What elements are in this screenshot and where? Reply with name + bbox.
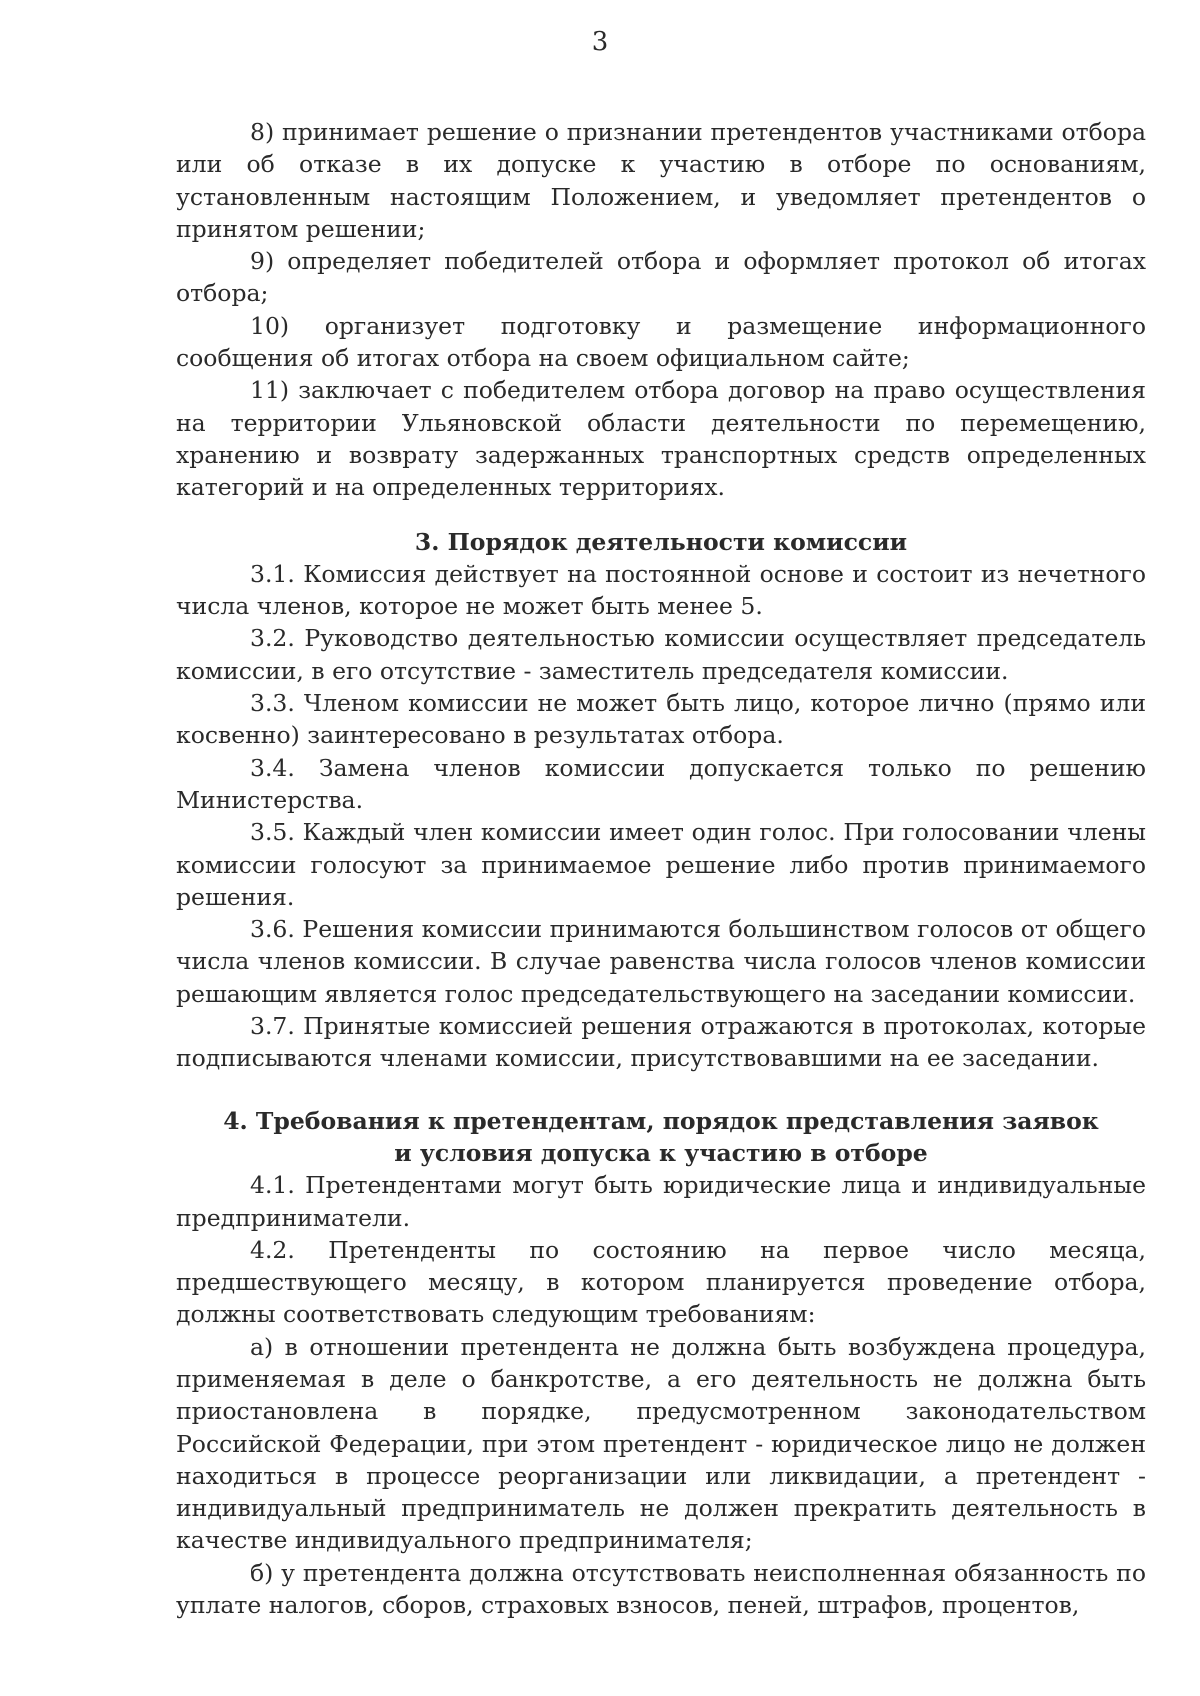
paragraph-item-10: 10) организует подготовку и размещение информационного сообщения об итогах отбора на своем официальном сайте;	[176, 311, 1146, 373]
paragraph-3-4: 3.4. Замена членов комиссии допускается только по решению Министерства.	[176, 753, 1146, 814]
section-4-heading-line-2: и условия допуска к участию в отборе	[394, 1138, 928, 1167]
paragraph-3-7: 3.7. Принятые комиссией решения отражаются в протоколах, которые подписываются членами комиссии, присутствовавшими на ее заседании.	[176, 1012, 1146, 1073]
paragraph-4-2-a: а) в отношении претендента не должна быть возбуждена процедура, применяемая в деле о банкротстве, а его деятельность не должна быть приостановлена в порядке, предусмотренном законодательством Российской Федерации, при этом претендент - юридическое лицо не должен находиться в процессе реорганизации или ликвидации, а претендент - индивидуальный предприниматель не должен прекратить деятельность в качестве индивидуального предпринимателя;	[176, 1332, 1146, 1555]
paragraph-3-6: 3.6. Решения комиссии принимаются большинством голосов от общего числа членов комиссии. В случае равенства числа голосов членов комиссии решающим является голос председательствующего на заседании комиссии.	[176, 915, 1146, 1008]
paragraph-3-1: 3.1. Комиссия действует на постоянной основе и состоит из нечетного числа членов, которое не может быть менее 5.	[176, 559, 1146, 621]
paragraph-item-9: 9) определяет победителей отбора и оформляет протокол об итогах отбора;	[176, 247, 1146, 308]
paragraph-4-1: 4.1. Претендентами могут быть юридические лица и индивидуальные предприниматели.	[176, 1171, 1146, 1232]
document-body	[176, 116, 1146, 1621]
paragraph-item-11: 11) заключает с победителем отбора договор на право осуществления на территории Ульяновской области деятельности по перемещению, хранению и возврату задержанных транспортных средств определенных категорий и на определенных территориях.	[176, 376, 1146, 502]
paragraph-4-2: 4.2. Претенденты по состоянию на первое число месяца, предшествующего месяцу, в котором планируется проведение отбора, должны соответствовать следующим требованиям:	[176, 1235, 1146, 1329]
paragraph-4-2-b: б) у претендента должна отсутствовать неисполненная обязанность по уплате налогов, сборов, страховых взносов, пеней, штрафов, процентов,	[176, 1558, 1146, 1620]
paragraph-3-5: 3.5. Каждый член комиссии имеет один голос. При голосовании члены комиссии голосуют за принимаемое решение либо против принимаемого решения.	[176, 818, 1146, 911]
section-3-heading: 3. Порядок деятельности комиссии	[414, 527, 908, 556]
section-4-heading-line-1: 4. Требования к претендентам, порядок представления заявок	[223, 1106, 1099, 1135]
page-number: 3	[591, 27, 609, 57]
paragraph-3-3: 3.3. Членом комиссии не может быть лицо, которое лично (прямо или косвенно) заинтересовано в результатах отбора.	[176, 689, 1146, 750]
spacer	[176, 1075, 1146, 1105]
spacer	[176, 504, 1146, 526]
paragraph-item-8: 8) принимает решение о признании претендентов участниками отбора или об отказе в их допуске к участию в отборе по основаниям, установленным настоящим Положением, и уведомляет претендентов о принятом решении;	[176, 118, 1146, 243]
paragraph-3-2: 3.2. Руководство деятельностью комиссии осуществляет председатель комиссии, в его отсутствие - заместитель председателя комиссии.	[176, 624, 1146, 685]
